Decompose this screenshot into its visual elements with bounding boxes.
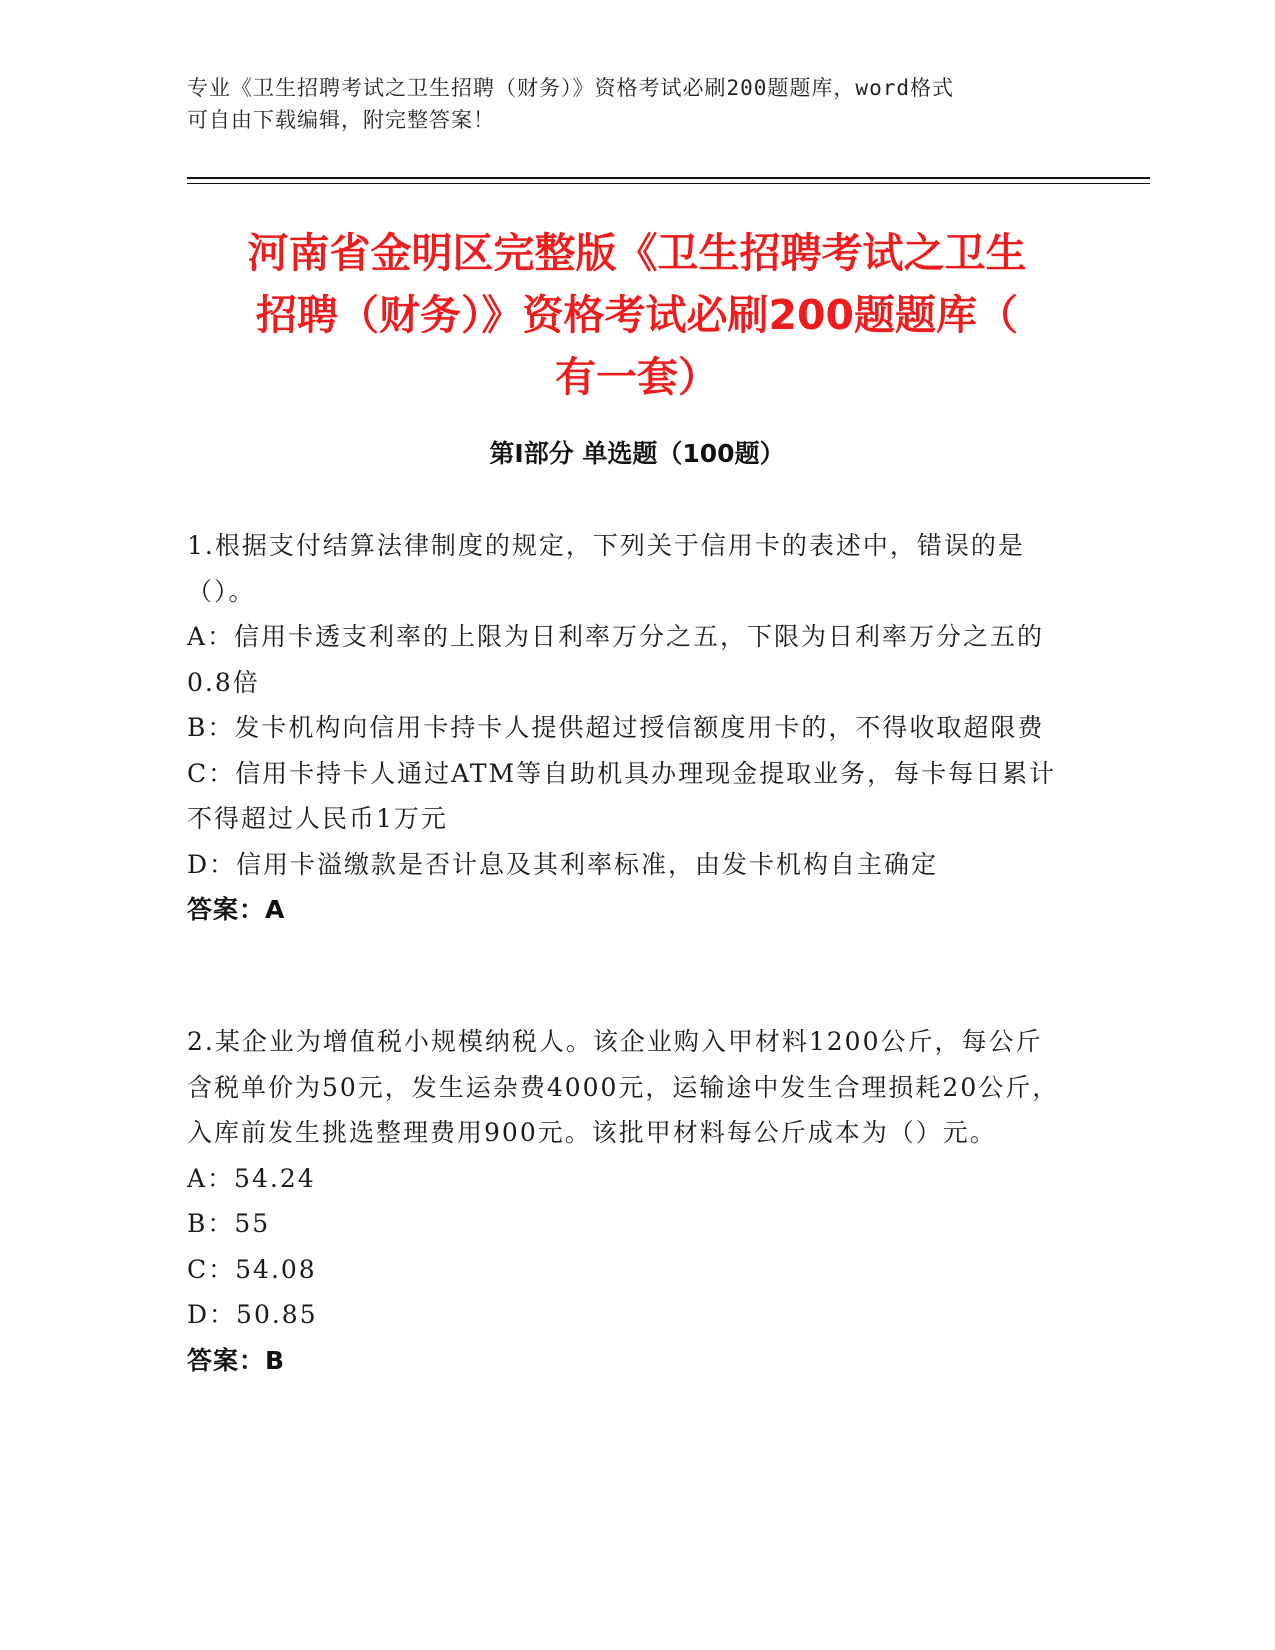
header-divider-thick <box>187 177 1150 179</box>
option-d: D：信用卡溢缴款是否计息及其利率标准，由发卡机构自主确定 <box>187 849 939 879</box>
option-b: B：发卡机构向信用卡持卡人提供超过授信额度用卡的，不得收取超限费 <box>187 713 1045 742</box>
document-title <box>187 222 1087 408</box>
header-divider-thin <box>187 183 1150 184</box>
question-1 <box>187 523 1067 933</box>
title-line-2: 招聘（财务）》资格考试必刷200题题库（ <box>255 291 1019 339</box>
option-c: C：54.08 <box>187 1254 317 1284</box>
option-a: A：信用卡透支利率的上限为日利率万分之五，下限为日利率万分之五的0.8倍 <box>187 622 1045 697</box>
option-c: C：信用卡持卡人通过ATM等自助机具办理现金提取业务，每卡每日累计不得超过人民币1万元 <box>187 758 1057 833</box>
option-d: D：50.85 <box>187 1300 318 1329</box>
answer-label: 答案：A <box>187 895 286 924</box>
question-2 <box>187 1019 1067 1383</box>
title-line-1: 河南省金明区完整版《卫生招聘考试之卫生 <box>247 229 1027 277</box>
answer-label: 答案：B <box>187 1345 286 1375</box>
question-text: 1.根据支付结算法律制度的规定，下列关于信用卡的表述中，错误的是（）。 <box>187 531 1025 606</box>
question-text: 2.某企业为增值税小规模纳税人。该企业购入甲材料1200公斤，每公斤含税单价为50元，发生运杂费4000元，运输途中发生合理损耗20公斤，入库前发生挑选整理费用900元。该批甲材料每公斤成本为（）元。 <box>187 1027 1060 1147</box>
header-note-line-1: 专业《卫生招聘考试之卫生招聘（财务）》资格考试必刷200题题库，word格式 <box>187 76 954 100</box>
option-b: B：55 <box>187 1209 271 1238</box>
option-a: A：54.24 <box>187 1163 316 1193</box>
title-line-3: 有一套） <box>555 353 719 401</box>
header-note-line-2: 可自由下载编辑，附完整答案！ <box>187 108 495 132</box>
header-note <box>187 72 1067 136</box>
section-heading: 第Ⅰ部分 单选题（100题） <box>489 439 785 468</box>
